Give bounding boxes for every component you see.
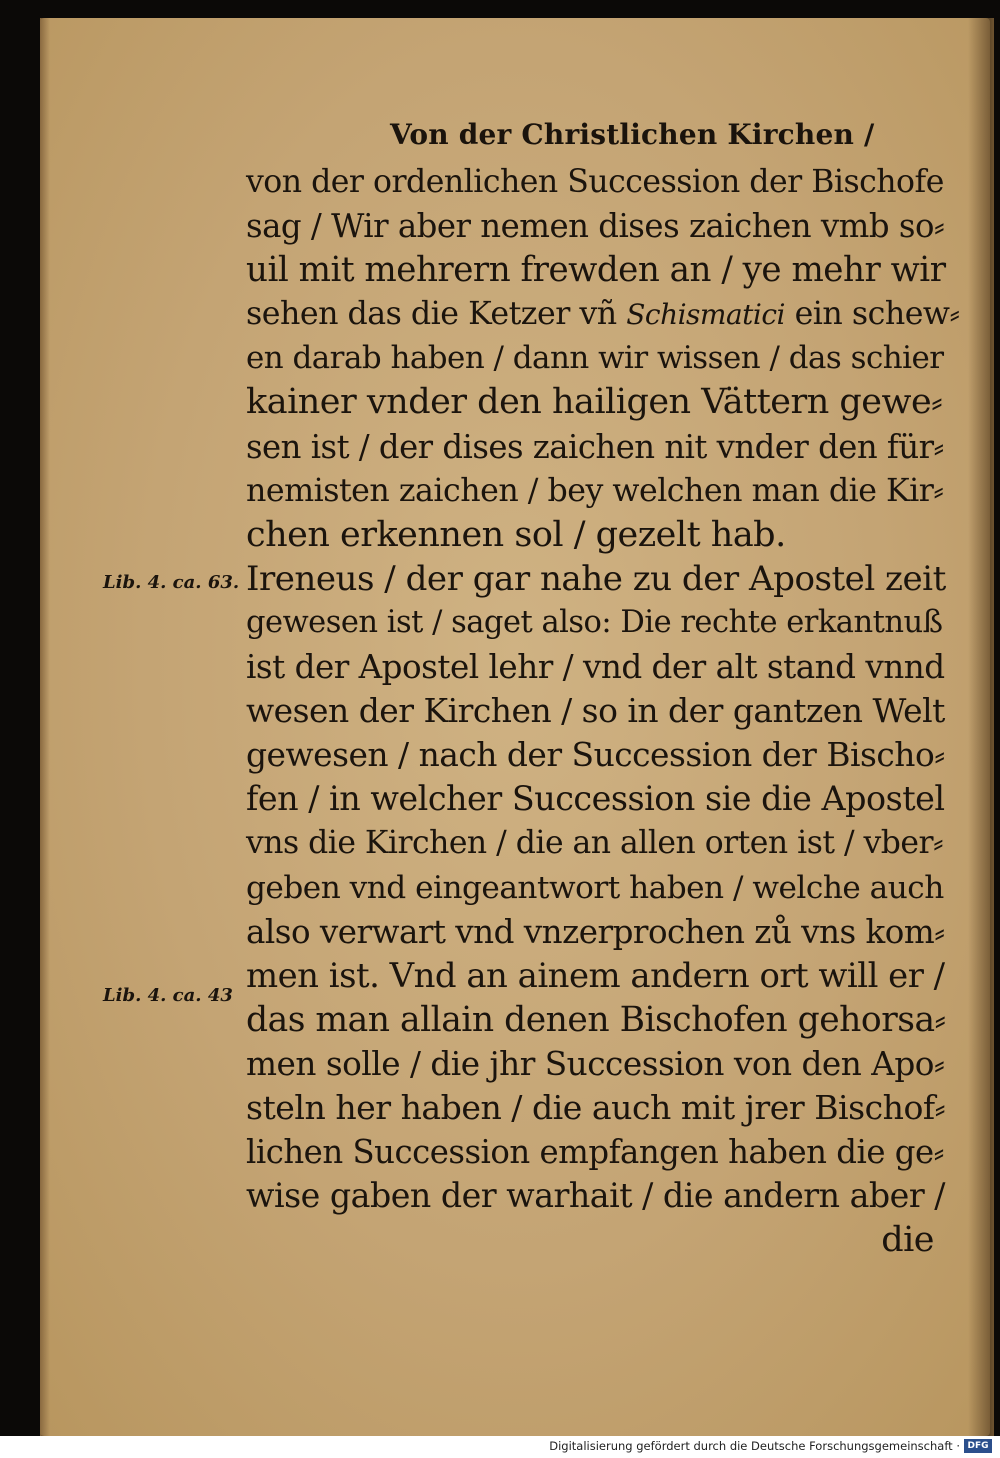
text-line: chen erkennen sol / gezelt hab. <box>246 514 786 555</box>
text-line: wesen der Kirchen / so in der gantzen Welt <box>246 691 945 731</box>
text-line: steln her haben / die auch mit jrer Bischof⸗ <box>246 1087 946 1127</box>
text-line: gewesen / nach der Succession der Bischo⸗ <box>246 735 945 775</box>
text-line: sen ist / der dises zaichen nit vnder den für⸗ <box>246 427 944 466</box>
footer-credit: Digitalisierung gefördert durch die Deutsche Forschungsgemeinschaft · <box>549 1439 960 1453</box>
footer-bar <box>0 1436 1000 1458</box>
text-line <box>246 292 960 336</box>
text-line: nemisten zaichen / bey welchen man die Kir⸗ <box>246 472 944 509</box>
text-line: kainer vnder den hailigen Vättern gewe⸗ <box>246 382 943 423</box>
body-text <box>246 160 960 1262</box>
text-line: vns die Kirchen / die an allen orten ist / vber⸗ <box>246 825 944 862</box>
text-line: men solle / die jhr Succession von den Apo⸗ <box>246 1044 945 1083</box>
page-edge-left <box>40 18 50 1436</box>
text-line: fen / in welcher Succession sie die Apostel <box>246 779 945 819</box>
text-line: en darab haben / dann wir wissen / das schier <box>246 340 944 377</box>
text-line: ist der Apostel lehr / vnd der alt stand vnnd <box>246 648 945 687</box>
text-line-end: ein schew⸗ <box>794 296 960 333</box>
catchword: die <box>881 1220 934 1261</box>
text-line: also verwart vnd vnzerprochen zů vns kom⸗ <box>246 912 945 951</box>
text-line-start: sehen das die Ketzer vñ <box>246 296 617 333</box>
text-line: von der ordenlichen Succession der Bischofe <box>246 164 944 200</box>
text-line: geben vnd eingeantwort haben / welche auch <box>246 869 944 906</box>
text-line: lichen Succession empfangen haben die ge⸗ <box>246 1133 944 1172</box>
running-head: Von der Christlichen Kirchen / <box>390 118 875 151</box>
text-line: Ireneus / der gar nahe zu der Apostel zeit <box>246 558 946 599</box>
text-line: uil mit mehrern frewden an / ye mehr wir <box>246 250 946 291</box>
text-line: wise gaben der warhait / die andern aber / <box>246 1176 945 1216</box>
page-edge-right <box>968 18 994 1436</box>
text-line: sag / Wir aber nemen dises zaichen vmb so⸗ <box>246 207 945 246</box>
text-line: men ist. Vnd an ainem andern ort will er / <box>246 955 945 995</box>
text-line: das man allain denen Bischofen gehorsa⸗ <box>246 999 946 1040</box>
dfg-logo-icon: DFG <box>964 1439 992 1453</box>
text-line: gewesen ist / saget also: Die rechte erkantnuß <box>246 604 943 640</box>
margin-note-2: Lib. 4. ca. 43 <box>103 985 233 1006</box>
margin-note-1: Lib. 4. ca. 63. <box>103 572 240 593</box>
latin-term: Schismatici <box>626 298 786 332</box>
